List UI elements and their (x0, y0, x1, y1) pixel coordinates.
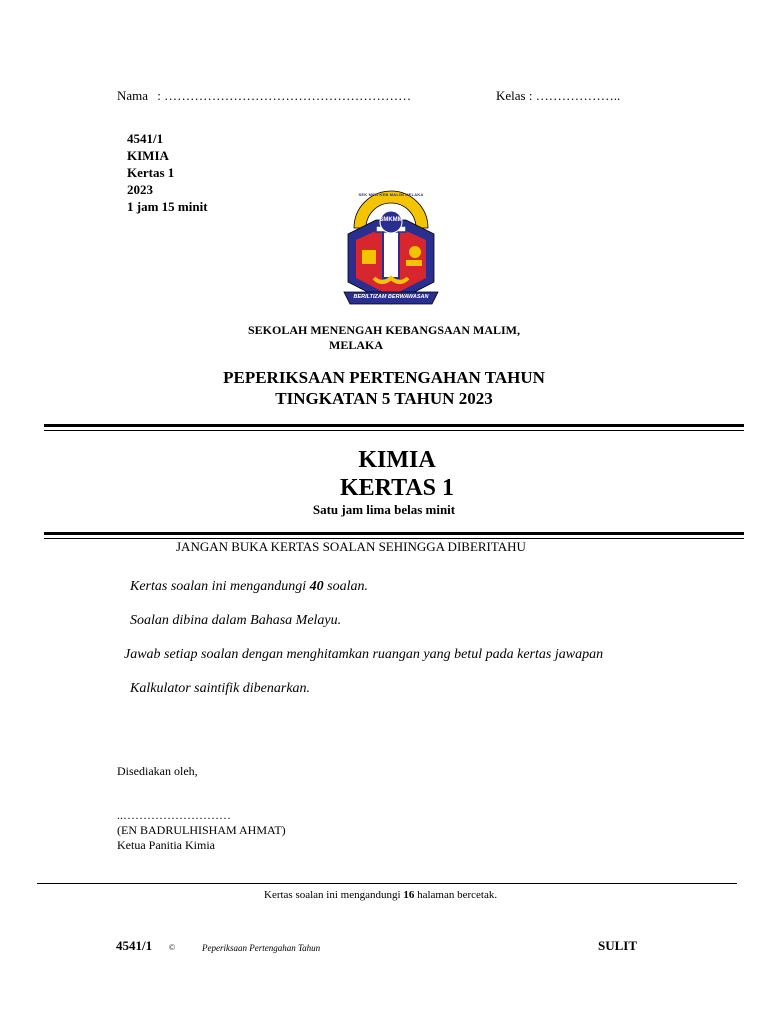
prepared-by-label: Disediakan oleh, (117, 764, 198, 778)
copyright-icon: © (169, 943, 176, 952)
exam-name-line2: TINGKATAN 5 TAHUN 2023 (275, 389, 493, 408)
page-count-post: halaman bercetak. (414, 889, 498, 901)
warning-text: JANGAN BUKA KERTAS SOALAN SEHINGGA DIBERITAHU (176, 539, 526, 554)
footer-divider (37, 883, 737, 884)
paper-subject: KIMIA (127, 148, 169, 163)
instruction-1-post: soalan. (323, 579, 369, 594)
school-name-line1: SEKOLAH MENENGAH KEBANGSAAN MALIM, (247, 323, 521, 337)
subject-title-name: KIMIA (358, 447, 436, 473)
instruction-answer-method: Jawab setiap soalan dengan menghitamkan ruangan yang betul pada kertas jawapan (124, 647, 604, 662)
class-label: Kelas : (496, 88, 533, 103)
class-field-row (496, 88, 620, 104)
logo-arc-text: SEK MEN KEB MALIM MELAKA (358, 192, 424, 197)
divider-top-thick (44, 424, 744, 427)
name-label: Nama (117, 88, 149, 103)
paper-info-block (127, 130, 208, 215)
subject-title (197, 446, 597, 502)
divider-bottom-thick (44, 532, 744, 535)
school-name-line2: MELAKA (329, 338, 383, 352)
instruction-1-pre: Kertas soalan ini mengandungi (130, 579, 310, 594)
logo-banner-text: BERILTIZAM BERWAWASAN (353, 294, 429, 300)
subject-title-paper: KERTAS 1 (339, 475, 455, 501)
paper-number: Kertas 1 (127, 165, 175, 180)
name-dotted-line: : ………………………………………………… (157, 88, 412, 103)
footer-exam-name: Peperiksaan Pertengahan Tahun (202, 943, 321, 953)
instruction-language: Soalan dibina dalam Bahasa Melayu. (130, 613, 342, 628)
paper-code: 4541/1 (127, 131, 164, 146)
instruction-question-count (130, 579, 368, 595)
duration-text: Satu jam lima belas minit (312, 502, 456, 517)
page-count-text (264, 889, 497, 901)
preparer-name: (EN BADRULHISHAM AHMAT) (117, 823, 286, 837)
class-dotted-line: ……………….. (535, 88, 621, 103)
name-field-row (117, 88, 411, 104)
school-logo (336, 186, 446, 312)
instruction-calculator: Kalkulator saintifik dibenarkan. (130, 681, 311, 696)
preparer-role: Ketua Panitia Kimia (117, 838, 215, 852)
paper-duration: 1 jam 15 minit (127, 199, 208, 214)
page-count-number: 16 (403, 889, 415, 901)
exam-name-line1: PEPERIKSAAN PERTENGAHAN TAHUN (223, 368, 545, 387)
page-count-pre: Kertas soalan ini mengandungi (264, 889, 404, 901)
logo-center-text: SMKMM (379, 217, 403, 223)
school-name (184, 323, 584, 353)
divider-top-thin (44, 430, 744, 431)
footer-sulit: SULIT (598, 938, 638, 953)
instruction-1-number: 40 (309, 579, 324, 594)
exam-name (134, 367, 634, 409)
signature-line: ..……………………… (117, 808, 231, 822)
footer-paper-code: 4541/1 (116, 938, 153, 953)
paper-year: 2023 (127, 182, 153, 197)
